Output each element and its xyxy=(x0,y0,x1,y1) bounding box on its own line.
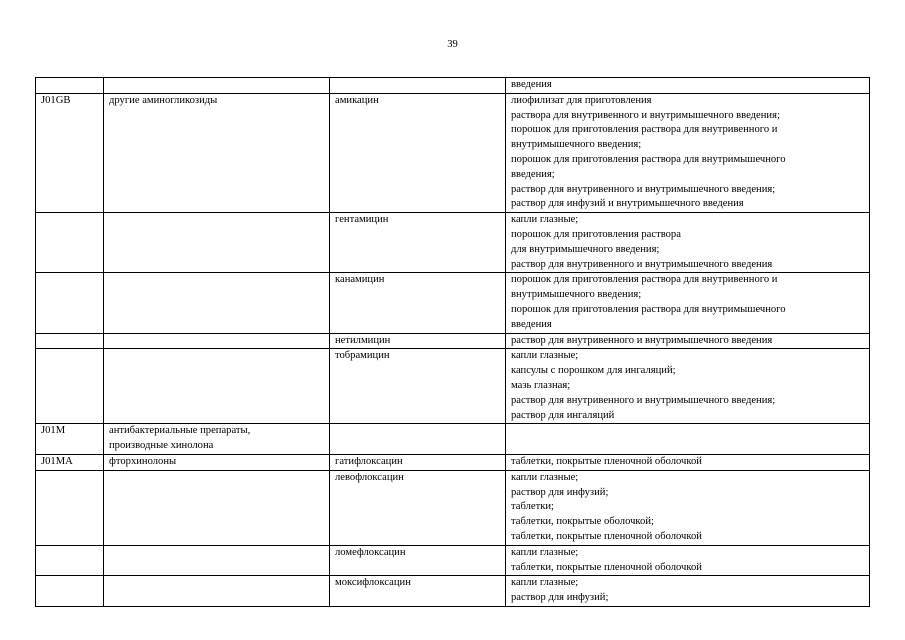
table-row xyxy=(36,349,870,424)
dosage-forms-cell: капли глазные; таблетки, покрытые пленочной оболочкой xyxy=(506,545,870,576)
page-number: 39 xyxy=(447,39,458,50)
drug-name-cell xyxy=(330,424,506,455)
atc-code-cell xyxy=(36,576,104,607)
drug-table xyxy=(35,77,870,607)
atc-code-cell xyxy=(36,213,104,273)
group-name-cell: другие аминогликозиды xyxy=(104,93,330,212)
table-row xyxy=(36,273,870,333)
drug-name-cell: тобрамицин xyxy=(330,349,506,424)
drug-name-cell: гентамицин xyxy=(330,213,506,273)
atc-code-cell xyxy=(36,545,104,576)
dosage-forms-cell: капли глазные; раствор для инфузий; таблетки; таблетки, покрытые оболочкой; таблетки, покрытые пленочной оболочкой xyxy=(506,470,870,545)
atc-code-cell xyxy=(36,470,104,545)
drug-name-cell: канамицин xyxy=(330,273,506,333)
group-name-cell xyxy=(104,213,330,273)
group-name-cell xyxy=(104,333,330,349)
atc-code-cell xyxy=(36,349,104,424)
drug-name-cell: нетилмицин xyxy=(330,333,506,349)
dosage-forms-cell: таблетки, покрытые пленочной оболочкой xyxy=(506,454,870,470)
group-name-cell xyxy=(104,545,330,576)
group-name-cell xyxy=(104,78,330,94)
atc-code-cell xyxy=(36,333,104,349)
dosage-forms-cell: капли глазные; порошок для приготовления раствора для внутримышечного введения; раствор для внутривенного и внутримышечного введения xyxy=(506,213,870,273)
group-name-cell: антибактериальные препараты, производные хинолона xyxy=(104,424,330,455)
dosage-forms-cell: порошок для приготовления раствора для внутривенного и внутримышечного введения; порошок для приготовления раствора для внутримышечного введения xyxy=(506,273,870,333)
atc-code-cell xyxy=(36,273,104,333)
table-row xyxy=(36,470,870,545)
dosage-forms-cell: капли глазные; раствор для инфузий; xyxy=(506,576,870,607)
group-name-cell xyxy=(104,273,330,333)
table-body xyxy=(36,78,870,607)
table-row xyxy=(36,576,870,607)
atc-code-cell: J01GB xyxy=(36,93,104,212)
table-row xyxy=(36,454,870,470)
table-row xyxy=(36,93,870,212)
group-name-cell xyxy=(104,349,330,424)
table-row xyxy=(36,213,870,273)
drug-name-cell: моксифлоксацин xyxy=(330,576,506,607)
drug-name-cell: гатифлоксацин xyxy=(330,454,506,470)
drug-name-cell: ломефлоксацин xyxy=(330,545,506,576)
group-name-cell xyxy=(104,470,330,545)
atc-code-cell: J01MA xyxy=(36,454,104,470)
dosage-forms-cell: введения xyxy=(506,78,870,94)
drug-name-cell xyxy=(330,78,506,94)
drug-name-cell: амикацин xyxy=(330,93,506,212)
dosage-forms-cell: капли глазные; капсулы с порошком для ингаляций; мазь глазная; раствор для внутривенного и внутримышечного введения; раствор для ингаляций xyxy=(506,349,870,424)
table-row xyxy=(36,333,870,349)
drug-name-cell: левофлоксацин xyxy=(330,470,506,545)
dosage-forms-cell xyxy=(506,424,870,455)
atc-code-cell xyxy=(36,78,104,94)
group-name-cell: фторхинолоны xyxy=(104,454,330,470)
atc-code-cell: J01M xyxy=(36,424,104,455)
dosage-forms-cell: раствор для внутривенного и внутримышечного введения xyxy=(506,333,870,349)
group-name-cell xyxy=(104,576,330,607)
table-row xyxy=(36,424,870,455)
table-row xyxy=(36,545,870,576)
dosage-forms-cell: лиофилизат для приготовления раствора для внутривенного и внутримышечного введения; порошок для приготовления раствора для внутривенного и внутримышечного введения; порошок для приготовления раствора для внутримышечного введения; раствор для внутривенного и внутримышечного введения; раствор для инфузий и внутримышечного введения xyxy=(506,93,870,212)
table-row xyxy=(36,78,870,94)
